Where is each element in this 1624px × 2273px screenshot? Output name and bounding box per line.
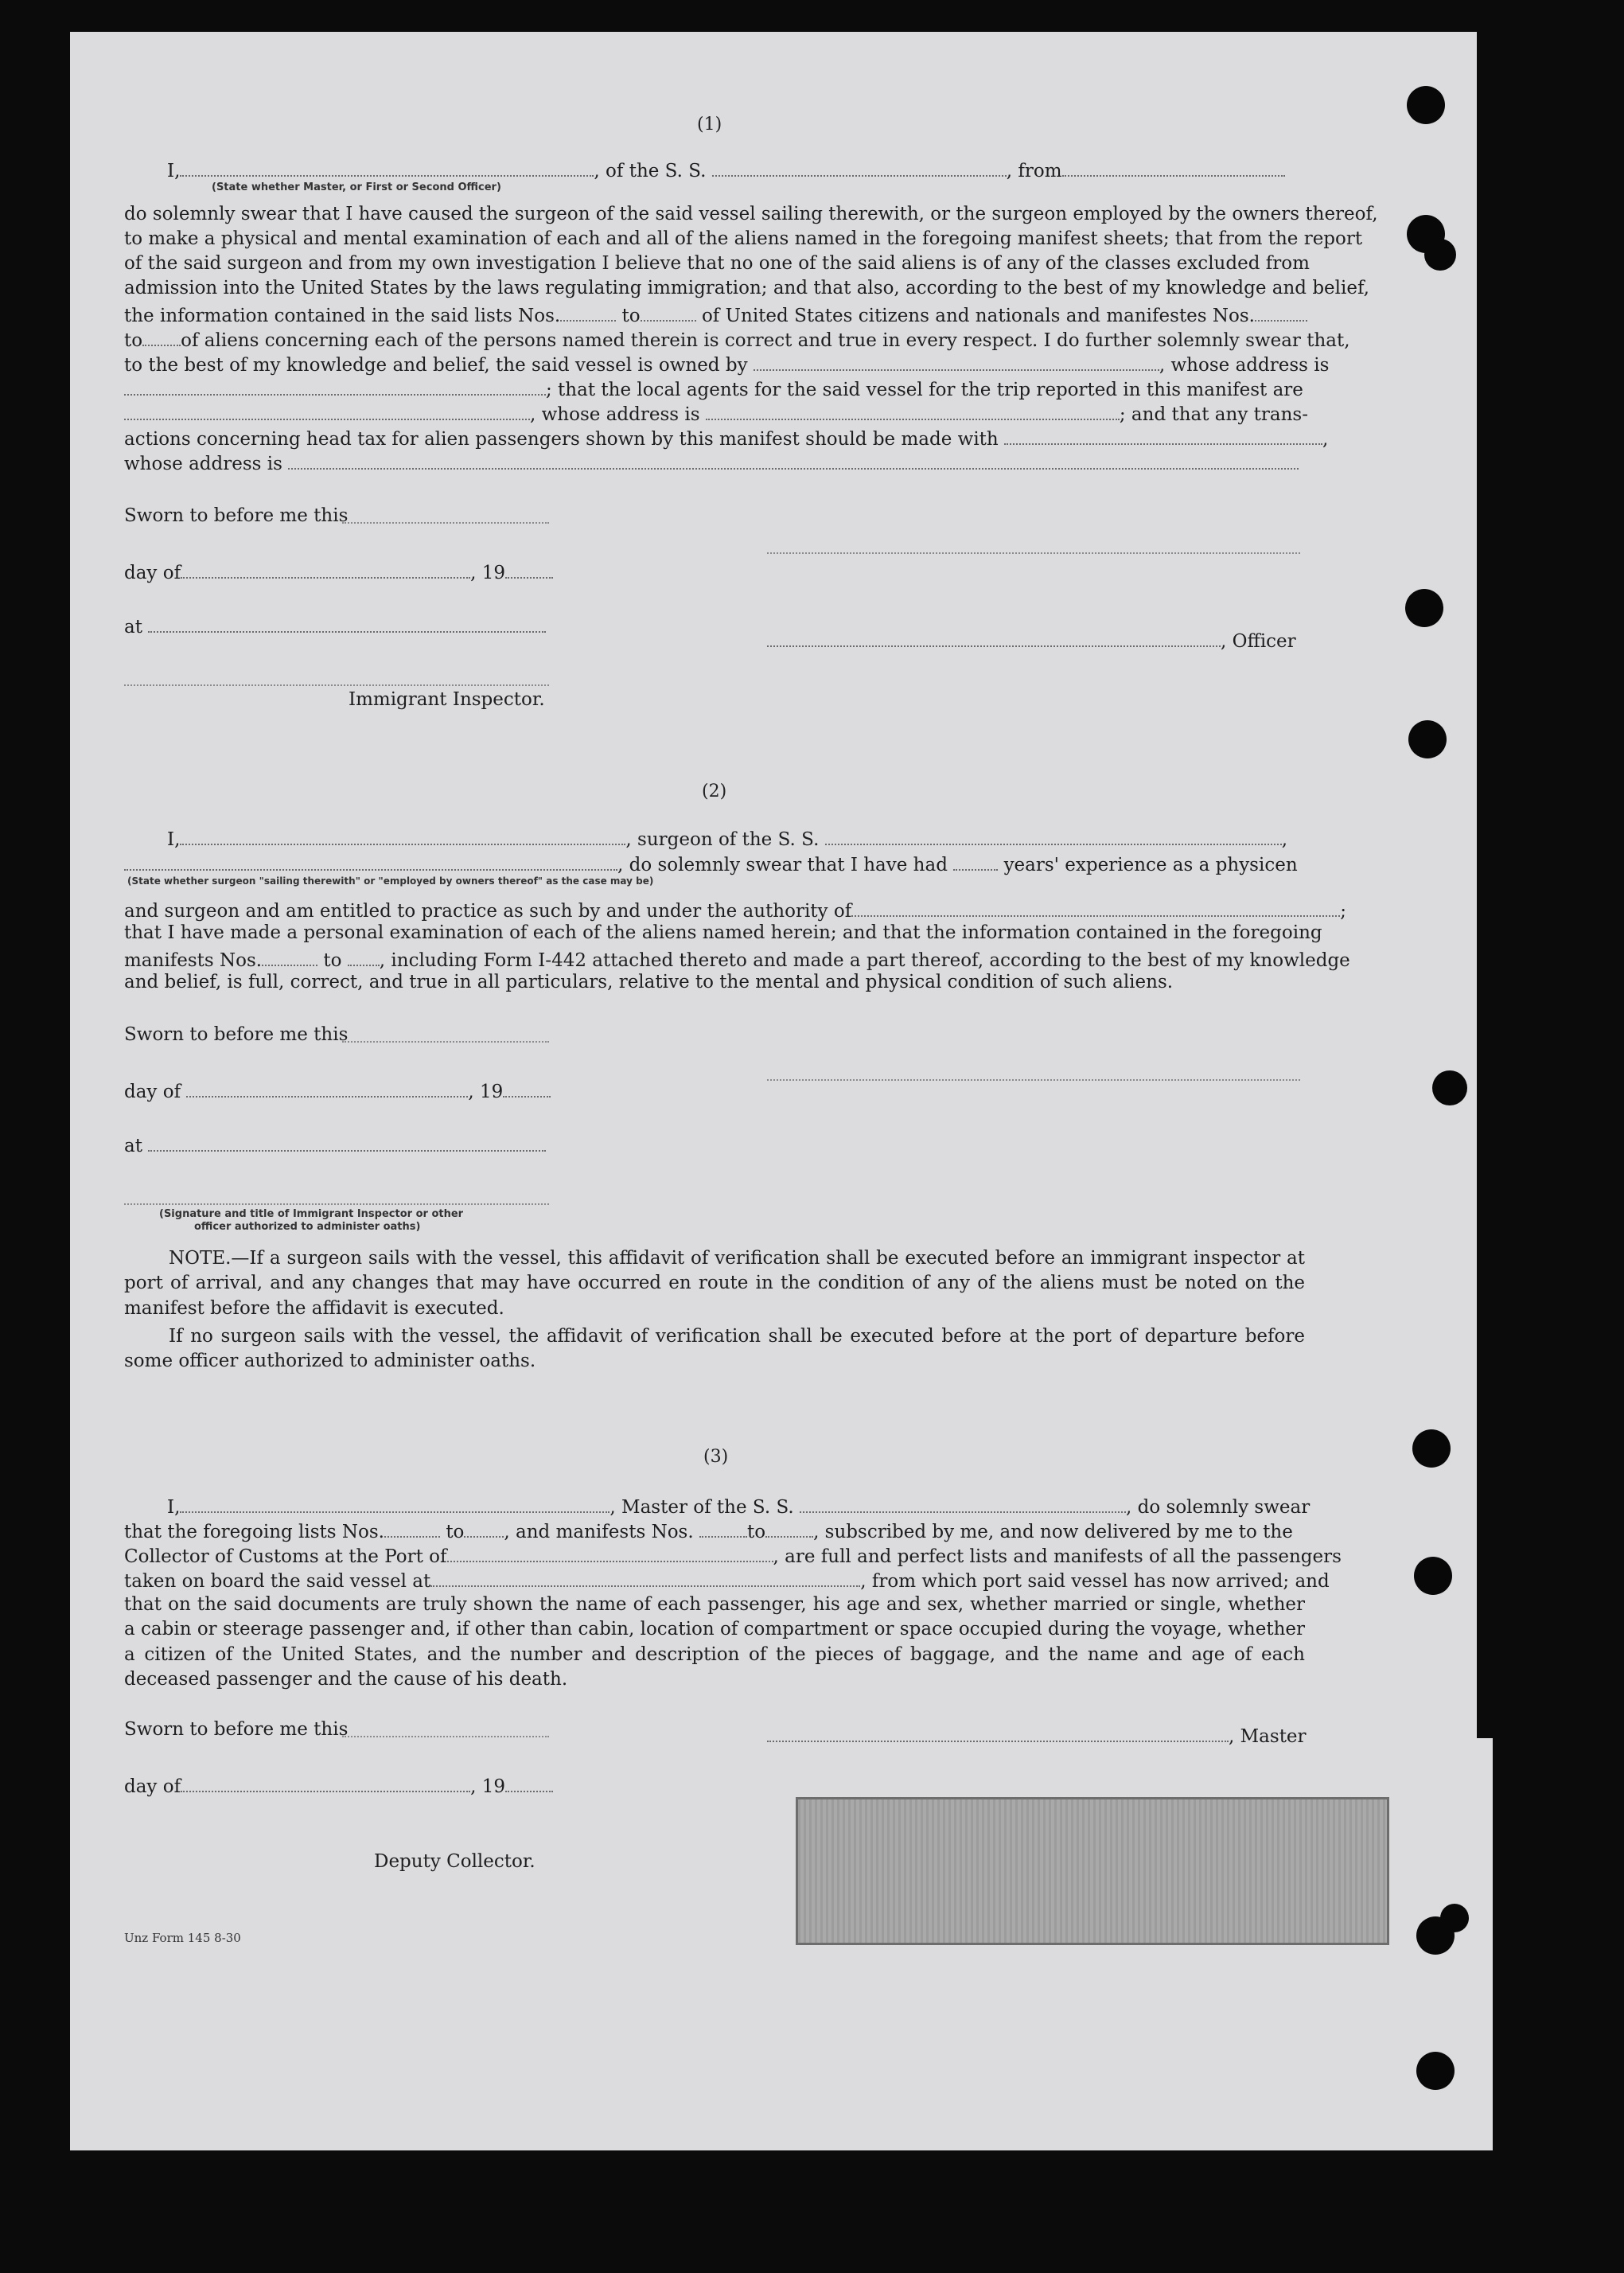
section-2-number: (2): [702, 782, 727, 801]
day-of-line: day of , 19: [124, 559, 553, 583]
day-of-line: day of , 19: [124, 1773, 553, 1797]
immigrant-inspector-label: Immigrant Inspector.: [349, 689, 545, 710]
punch-hole: [1432, 1070, 1467, 1105]
body-line: manifests Nos. to , including Form I-442 attached thereto and made a part thereof, according to the best of my knowledge: [124, 947, 1350, 971]
section-1-number: (1): [697, 115, 722, 135]
punch-hole: [1412, 1429, 1451, 1468]
signature-line: [767, 552, 1300, 554]
body-line: actions concerning head tax for alien passengers shown by this manifest should be made with ,: [124, 426, 1328, 450]
at-line: at: [124, 1133, 546, 1156]
signature-line: [767, 1079, 1300, 1081]
section-3-line-1: I, , Master of the S. S. , do solemnly swear: [167, 1494, 1310, 1518]
punch-hole: [1440, 1904, 1469, 1932]
surgeon-hint: (State whether surgeon "sailing therewith" or "employed by owners thereof" as the case may be): [127, 875, 654, 887]
punch-hole: [1414, 1557, 1452, 1595]
inspector-line: [124, 684, 549, 686]
form-number: Unz Form 145 8-30: [124, 1931, 241, 1945]
body-line: the information contained in the said lists Nos. to of United States citizens and nationals and manifestes Nos.: [124, 302, 1307, 326]
note-paragraph: NOTE.—If a surgeon sails with the vessel, this affidavit of verification shall be executed before an immigrant inspector at port of arrival, and any changes that may have occurred en route in the condition of any of the aliens must be noted on the manifest before the affidavit is executed.: [124, 1248, 1305, 1319]
body-line: of the said surgeon and from my own investigation I believe that no one of the said aliens is of any of the classes excluded from: [124, 253, 1310, 274]
punch-hole: [1407, 86, 1445, 124]
body-line: ; that the local agents for the said vessel for the trip reported in this manifest are: [124, 376, 1303, 400]
officer-line: , Officer: [767, 628, 1296, 652]
sworn-date-line: [342, 1736, 549, 1737]
sworn-label: Sworn to before me this: [124, 505, 349, 526]
stamp-mark: [796, 1797, 1389, 1945]
body-line: to the best of my knowledge and belief, the said vessel is owned by , whose address is: [124, 352, 1329, 376]
officer-hint: (State whether Master, or First or Second Officer): [212, 181, 501, 193]
punch-hole: [1408, 720, 1447, 758]
body-line: and belief, is full, correct, and true in all particulars, relative to the mental and physical condition of such aliens.: [124, 972, 1174, 992]
note-paragraph-2: If no surgeon sails with the vessel, the affidavit of verification shall be executed before at the port of departure before some officer authorized to administer oaths.: [124, 1326, 1305, 1372]
master-line: , Master: [767, 1723, 1307, 1747]
signature-hint: (Signature and title of Immigrant Inspector or other: [159, 1208, 464, 1220]
deputy-collector-label: Deputy Collector.: [374, 1851, 535, 1872]
body-line: taken on board the said vessel at , from which port said vessel has now arrived; and: [124, 1568, 1330, 1592]
day-of-line: day of , 19: [124, 1078, 551, 1102]
inspector-line: [124, 1203, 549, 1205]
body-line: to of aliens concerning each of the persons named therein is correct and true in every respect. I do further solemnly swear that,: [124, 327, 1350, 351]
punch-hole: [1424, 239, 1456, 271]
section-2-line-1: I, , surgeon of the S. S. ,: [167, 826, 1287, 850]
body-line: whose address is: [124, 450, 1299, 474]
sworn-label: Sworn to before me this: [124, 1024, 349, 1045]
body-line: that I have made a personal examination of each of the aliens named herein; and that the information contained in the foregoing: [124, 922, 1322, 943]
sworn-date-line: [342, 522, 549, 524]
body-line: and surgeon and am entitled to practice as such by and under the authority of ;: [124, 898, 1346, 922]
punch-hole: [1416, 2052, 1455, 2090]
body-line: to make a physical and mental examination of each and all of the aliens named in the foregoing manifest sheets; that from the report: [124, 228, 1363, 249]
page-tab: [1477, 1738, 1493, 2150]
sworn-date-line: [342, 1041, 549, 1043]
section-3-number: (3): [703, 1447, 729, 1467]
at-line: at: [124, 614, 546, 637]
body-line: that the foregoing lists Nos. to , and manifests Nos. to , subscribed by me, and now delivered by me to the: [124, 1519, 1293, 1542]
body-line: admission into the United States by the laws regulating immigration; and that also, according to the best of my knowledge and belief,: [124, 278, 1369, 298]
body-line: do solemnly swear that I have caused the surgeon of the said vessel sailing therewith, or the surgeon employed by the owners thereof,: [124, 204, 1378, 224]
body-paragraph: that on the said documents are truly shown the name of each passenger, his age and sex, whether married or single, whether a cabin or steerage passenger and, if other than cabin, location of compartment or space occupied during the voyage, whether a citizen of the United States, and the number and description of the pieces of baggage, and the name and age of each deceased passenger and the cause of his death.: [124, 1594, 1305, 1690]
sworn-label: Sworn to before me this: [124, 1719, 349, 1740]
punch-hole: [1405, 589, 1443, 627]
section-1-line-1: I, , of the S. S. , from: [167, 158, 1285, 181]
body-line: , whose address is ; and that any trans-: [124, 401, 1308, 425]
section-2-line-2: , do solemnly swear that I have had years' experience as a physicen: [124, 852, 1298, 875]
body-line: Collector of Customs at the Port of , are full and perfect lists and manifests of all the passengers: [124, 1543, 1342, 1567]
signature-hint: officer authorized to administer oaths): [194, 1221, 421, 1233]
